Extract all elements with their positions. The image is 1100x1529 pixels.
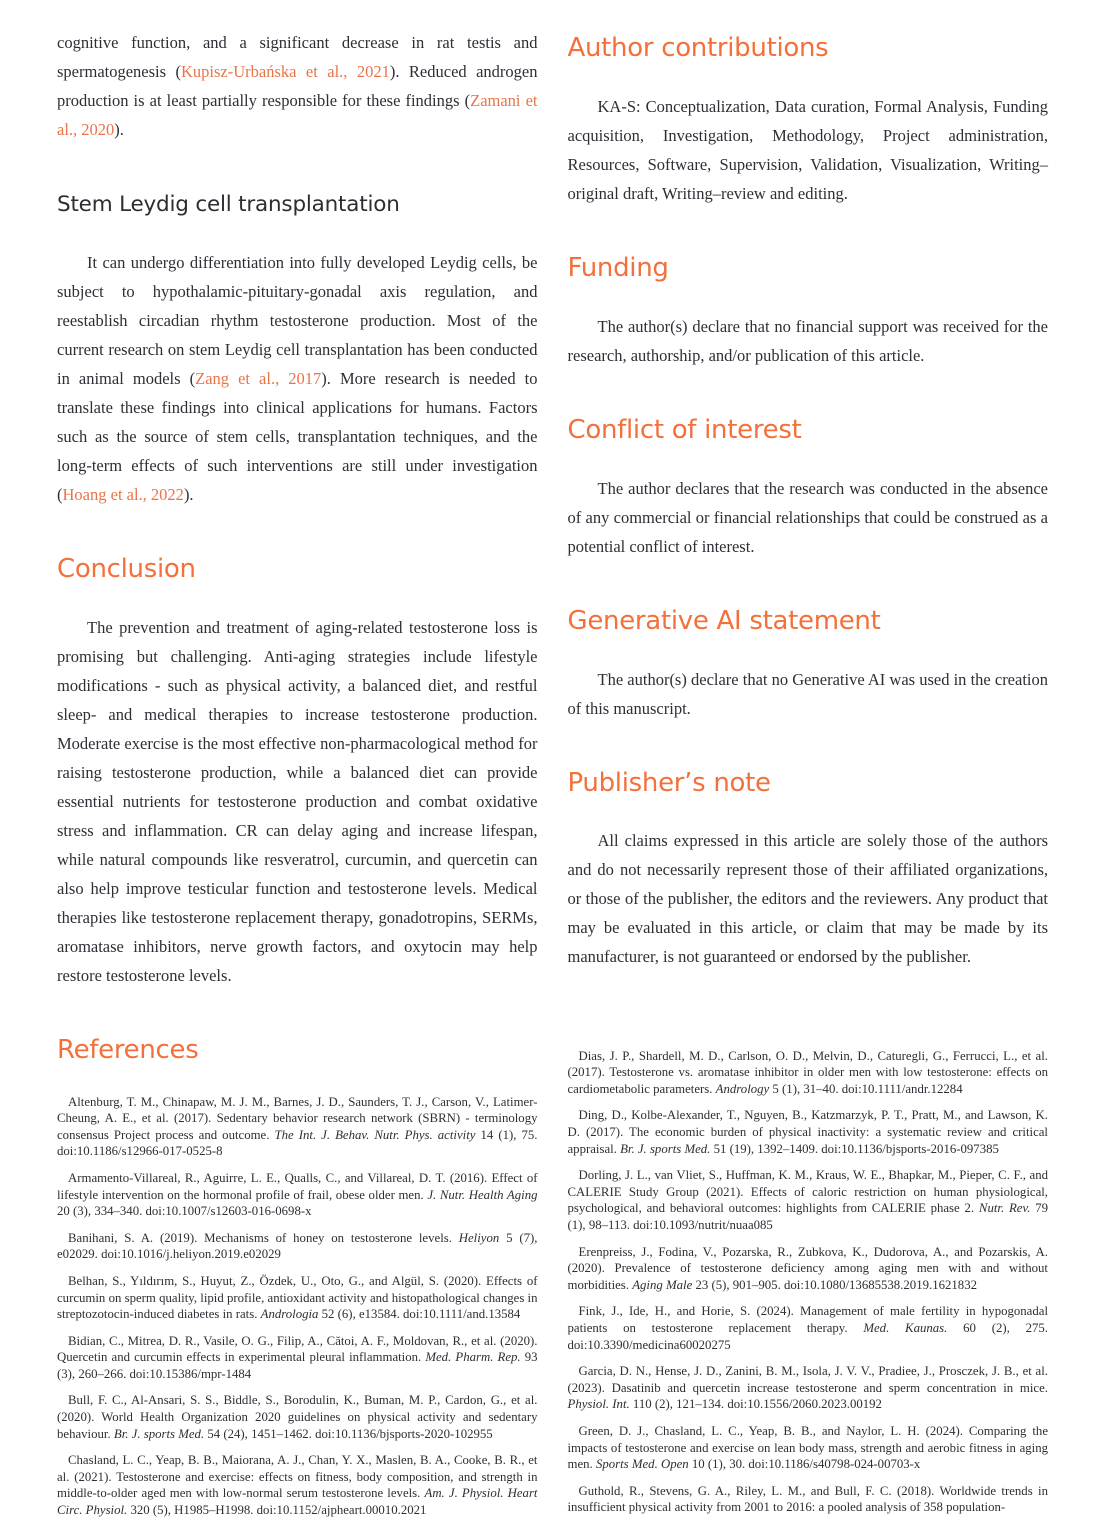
text-run: 23 (5), 901–905. doi:10.1080/13685538.2019.1621832 (692, 1277, 977, 1292)
text-run: 54 (24), 1451–1462. doi:10.1136/bjsports-2020-102955 (204, 1426, 493, 1441)
reference-item (568, 1167, 1049, 1233)
text-run: 10 (1), 30. doi:10.1186/s40798-024-00703-x (688, 1457, 921, 1472)
text-run: 52 (6), e13584. doi:10.1111/and.13584 (318, 1307, 521, 1322)
reference-item (57, 1273, 538, 1323)
journal-name: Andrology (715, 1081, 770, 1096)
text-run: Armamento-Villareal, R., Aguirre, L. E., Qualls, C., and Villareal, D. T. (2016). Effect of lifestyle intervention on the hormonal profile of frail, obese older men. (57, 1170, 538, 1202)
author-contributions-paragraph: KA-S: Conceptualization, Data curation, Formal Analysis, Funding acquisition, Investigation, Methodology, Project administration, Resources, Software, Supervision, Validation, Visualization, Writing–original draft, Writing–review and editing. (567, 96, 1048, 203)
text-run: Altenburg, T. M., Chinapaw, M. J. M., Barnes, J. D., Saunders, T. J., Carson, V., Latimer-Cheung, A. E., et al. (2017). Sedentary behavior research network (SBRN) - terminology consensus Project process and outcome. (57, 1094, 538, 1142)
section-heading-conclusion: Conclusion (57, 553, 196, 584)
text-run: Chasland, L. C., Yeap, B. B., Maiorana, A. J., Chan, Y. X., Maslen, B. A., Cooke, B. R., et al. (2021). Testosterone and exercise: effects on fitness, body composition, and strength in middle-to-older aged men with low-normal serum testosterone levels. (57, 1453, 538, 1501)
journal-name: Med. Pharm. Rep. (425, 1350, 521, 1365)
text-run: Green, D. J., Chasland, L. C., Yeap, B. B., and Naylor, L. H. (2024). Comparing the impacts of testosterone and exercise on lean body mass, strength and aerobic fitness in aging men. (567, 1423, 1048, 1472)
right-column (568, 28, 1049, 990)
reference-item (57, 1230, 538, 1263)
reference-item (568, 1483, 1049, 1516)
text-run: It can undergo differentiation into fully developed Leydig cells, be subject to hypothalamic-pituitary-gonadal axis regulation, and reestablish circadian rhythm testosterone production. Most of the current research on stem Leydig cell transplantation has been conducted in animal models ( (57, 252, 538, 388)
text-run: Fink, J., Ide, H., and Horie, S. (2024). Management of male fertility in hypogonadal patients on testosterone replacement therapy. (567, 1304, 1048, 1335)
text-run: Bull, F. C., Al-Ansari, S. S., Biddle, S., Borodulin, K., Buman, M. P., Cardon, G., et al. (2020). World Health Organization 2020 guidelines on physical activity and sedentary behaviour. (57, 1393, 538, 1441)
left-column (57, 28, 538, 990)
section-heading-funding: Funding (567, 252, 669, 283)
section-heading-author-contributions: Author contributions (567, 33, 829, 63)
conclusion-paragraph: The prevention and treatment of aging-related testosterone loss is promising but challenging. Anti-aging strategies include lifestyle modifications - such as physical activity, a balanced diet, and restful sleep- and medical therapies to increase testosterone production. Moderate exercise is the most effective non-pharmacological method for raising testosterone production, while a balanced diet can provide essential nutrients for testosterone production and combat oxidative stress and inflammation. CR can delay aging and increase lifespan, while natural compounds like resveratrol, curcumin, and quercetin can also help improve testicular function and testosterone levels. Medical therapies like testosterone replacement therapy, gonadotropins, SERMs, aromatase inhibitors, nerve growth factors, and oxytocin may help restore testosterone levels. (57, 617, 538, 985)
text-run: Ding, D., Kolbe-Alexander, T., Nguyen, B., Katzmarzyk, P. T., Pratt, M., and Lawson, K. D. (2017). The economic burden of physical inactivity: a systematic review and critical appraisal. (567, 1108, 1048, 1156)
section-heading-publishers-note: Publisher’s note (567, 767, 771, 798)
text-run: 93 (3), 260–266. doi:10.15386/mpr-1484 (57, 1350, 538, 1381)
journal-name: Andrologia (260, 1307, 319, 1322)
section-heading-conflict-of-interest: Conflict of interest (567, 414, 802, 445)
text-run: 5 (7), e02029. doi:10.1016/j.heliyon.2019.e02029 (57, 1230, 538, 1262)
text-run: 51 (19), 1392–1409. doi:10.1136/bjsports-2016-097385 (710, 1141, 999, 1156)
journal-name: Physiol. Int. (567, 1397, 630, 1412)
section-heading-references: References (57, 1034, 199, 1065)
text-run: Dorling, J. L., van Vliet, S., Huffman, K. M., Kraus, W. E., Bhapkar, M., Pieper, C. F., and CALERIE Study Group (2021). Effects of caloric restriction on human physiological, psychological, and behavioral outcomes: highlights from CALERIE phase 2. (567, 1168, 1048, 1216)
reference-item (57, 1170, 538, 1220)
journal-name: Br. J. sports Med. (113, 1426, 205, 1441)
text-run: ). More research is needed to translate these findings into clinical applications for humans. Factors such as the source of stem cells, transplantation techniques, and the long-term effects of such interventions are still under investigation ( (57, 368, 538, 504)
reference-item (57, 1094, 538, 1160)
journal-name: Br. J. sports Med. (620, 1141, 711, 1156)
text-run: Dias, J. P., Shardell, M. D., Carlson, O. D., Melvin, D., Caturegli, G., Ferrucci, L., et al. (2017). Testosterone vs. aromatase inhibitor in older men with low testosterone: effects on cardiometabolic parameters. (567, 1048, 1048, 1096)
text-run: 14 (1), 75. doi:10.1186/s12966-017-0525-8 (57, 1127, 538, 1159)
text-run: 60 (2), 275. doi:10.3390/medicina60020275 (567, 1321, 1048, 1352)
text-run: 110 (2), 121–134. doi:10.1556/2060.2023.00192 (629, 1397, 882, 1412)
references-right-column (568, 990, 1049, 1529)
journal-name: Heliyon (458, 1230, 500, 1245)
reference-item (568, 1244, 1049, 1294)
references-left-column (57, 990, 538, 1529)
journal-name: The Int. J. Behav. Nutr. Phys. activity (274, 1127, 476, 1142)
reference-item (568, 1048, 1049, 1098)
journal-name: Nutr. Rev. (978, 1201, 1031, 1216)
reference-item (568, 1363, 1049, 1413)
reference-item (57, 1392, 538, 1442)
text-run: 79 (1), 98–113. doi:10.1093/nutrit/nuaa085 (567, 1201, 1049, 1233)
reference-item (568, 1303, 1049, 1353)
journal-name: Sports Med. Open (595, 1457, 689, 1472)
stem-leydig-paragraph (57, 248, 538, 509)
subsection-heading-stem-leydig: Stem Leydig cell transplantation (57, 192, 400, 217)
journal-name: Am. J. Physiol. Heart Circ. Physiol. (57, 1486, 538, 1518)
text-run: 320 (5), H1985–H1998. doi:10.1152/ajpheart.00010.2021 (127, 1503, 427, 1518)
section-heading-generative-ai: Generative AI statement (567, 605, 881, 636)
text-run: Banihani, S. A. (2019). Mechanisms of honey on testosterone levels. (68, 1230, 459, 1245)
text-run: cognitive function, and a significant decrease in rat testis and spermatogenesis ( (57, 33, 538, 81)
citation-link[interactable]: Zang et al., 2017 (195, 368, 322, 388)
citation-link[interactable]: Kupisz-Urbańska et al., 2021 (181, 62, 390, 81)
reference-item (57, 1452, 538, 1518)
text-run: Bidian, C., Mitrea, D. R., Vasile, O. G., Filip, A., Cătoi, A. F., Moldovan, R., et al. (2020). Quercetin and curcumin effects in experimental pleural inflammation. (57, 1333, 538, 1365)
intro-continuation-paragraph (57, 28, 538, 144)
text-run: 20 (3), 334–340. doi:10.1007/s12603-016-0698-x (57, 1204, 312, 1219)
funding-paragraph: The author(s) declare that no financial support was received for the research, authorship, and/or publication of this article. (567, 316, 1048, 365)
citation-link[interactable]: Hoang et al., 2022 (62, 484, 184, 504)
main-columns (57, 28, 1048, 1529)
text-run: ). Reduced androgen production is at least partially responsible for these findings ( (57, 62, 538, 110)
reference-item (568, 1107, 1049, 1157)
journal-name: J. Nutr. Health Aging (427, 1187, 538, 1202)
text-run: Garcia, D. N., Hense, J. D., Zanini, B. M., Isola, J. V. V., Pradiee, J., Prosczek, J. B., et al. (2023). Dasatinib and quercetin increase testosterone and sperm concentration in mice. (567, 1364, 1048, 1395)
journal-name: Aging Male (632, 1277, 693, 1292)
publishers-note-paragraph: All claims expressed in this article are solely those of the authors and do not necessarily represent those of their affiliated organizations, or those of the publisher, the editors and the reviewers. Any product that may be evaluated in this article, or claim that may be made by its manufacturer, is not guaranteed or endorsed by the publisher. (567, 831, 1048, 967)
conflict-of-interest-paragraph: The author declares that the research was conducted in the absence of any commercial or financial relationships that could be construed as a potential conflict of interest. (567, 478, 1048, 556)
generative-ai-paragraph: The author(s) declare that no Generative AI was used in the creation of this manuscript. (567, 669, 1048, 718)
text-run: ). (183, 484, 194, 504)
reference-item (568, 1423, 1049, 1473)
reference-item (57, 1333, 538, 1383)
text-run: 5 (1), 31–40. doi:10.1111/andr.12284 (769, 1081, 963, 1096)
text-run: Erenpreiss, J., Fodina, V., Pozarska, R., Zubkova, K., Dudorova, A., and Pozarskis, A. (2020). Prevalence of testosterone deficiency among aging men with and without morbidities. (567, 1244, 1048, 1292)
text-run: Guthold, R., Stevens, G. A., Riley, L. M., and Bull, F. C. (2018). Worldwide trends in insufficient physical activity from 2001 to 2016: a pooled analysis of 358 population- (567, 1483, 1048, 1515)
journal-name: Med. Kaunas. (863, 1321, 948, 1335)
text-run: Belhan, S., Yıldırım, S., Huyut, Z., Özdek, U., Oto, G., and Algül, S. (2020). Effects of curcumin on sperm quality, lipid profile, antioxidant activity and histopathological changes in streptozotocin-induced diabetes in rats. (57, 1273, 538, 1322)
text-run: ). (114, 120, 124, 139)
citation-link[interactable]: Zamani et al., 2020 (57, 91, 538, 139)
